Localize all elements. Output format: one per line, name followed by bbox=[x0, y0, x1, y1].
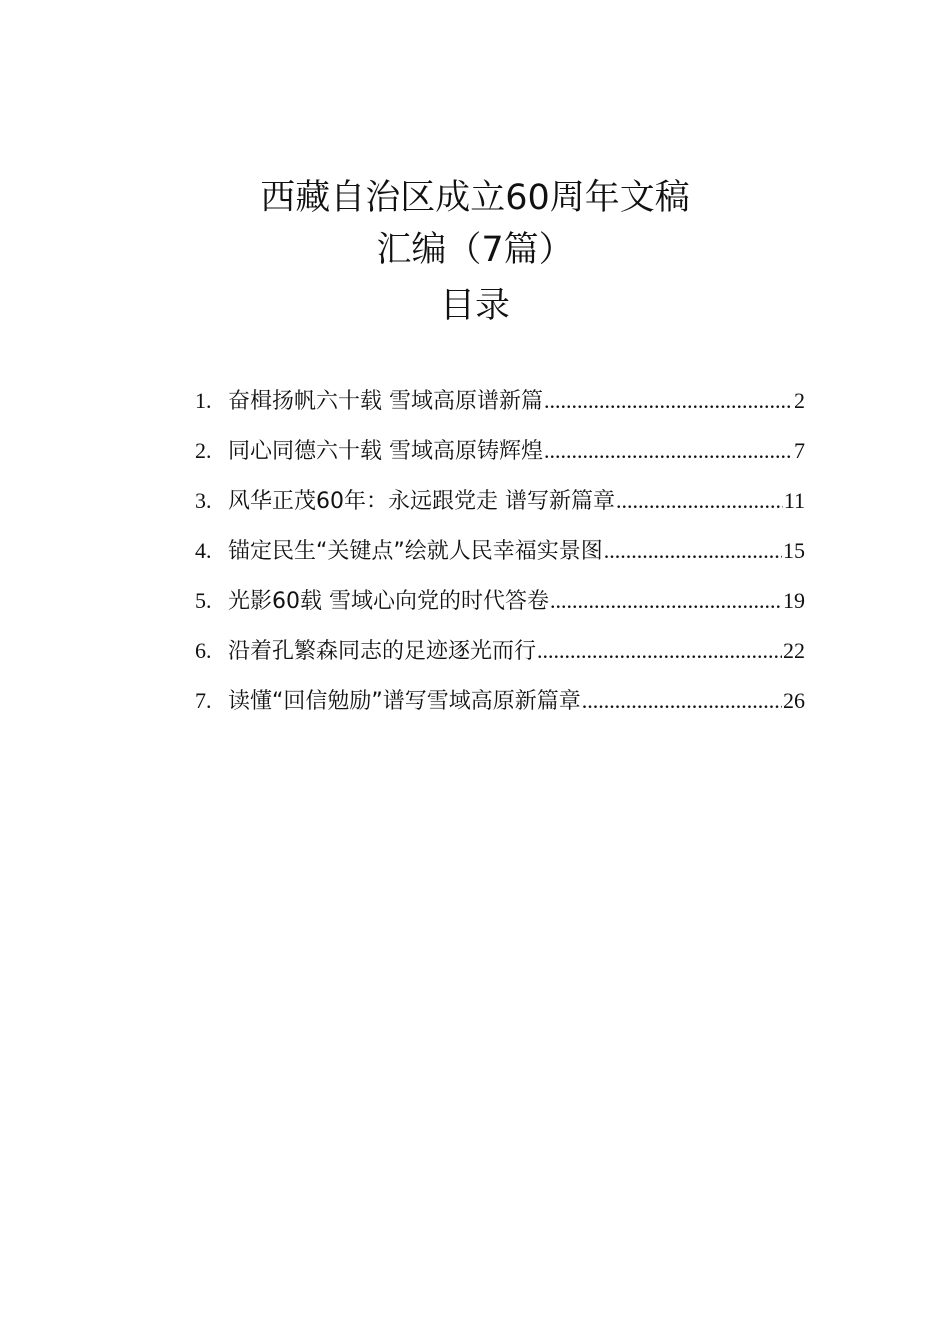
toc-item-number: 1. bbox=[195, 388, 212, 413]
toc-item-6[interactable] bbox=[195, 630, 805, 680]
document-title-line-2: 汇编（7篇） bbox=[376, 230, 574, 270]
toc-leader-dots bbox=[582, 680, 782, 722]
title-block bbox=[0, 172, 950, 332]
toc-item-title: 读懂“回信勉励”谱写雪域高原新篇章 bbox=[228, 689, 581, 714]
toc-item-title: 沿着孔繁森同志的足迹逐光而行 bbox=[228, 639, 537, 664]
toc-leader-dots bbox=[544, 430, 793, 472]
toc-item-page: 2 bbox=[794, 388, 805, 413]
toc-leader-dots bbox=[537, 630, 782, 672]
toc-item-page: 26 bbox=[783, 688, 805, 713]
toc-item-4[interactable] bbox=[195, 530, 805, 580]
toc-leader-dots bbox=[616, 480, 783, 522]
table-of-contents bbox=[195, 380, 805, 730]
toc-leader-dots bbox=[604, 530, 782, 572]
toc-item-page: 19 bbox=[783, 588, 805, 613]
toc-item-title: 奋楫扬帆六十载 雪域高原谱新篇 bbox=[228, 389, 543, 414]
toc-item-page: 22 bbox=[783, 638, 805, 663]
toc-item-2[interactable] bbox=[195, 430, 805, 480]
toc-item-page: 7 bbox=[794, 438, 805, 463]
toc-item-number: 7. bbox=[195, 688, 212, 713]
toc-item-title: 同心同德六十载 雪域高原铸辉煌 bbox=[228, 439, 543, 464]
toc-item-number: 4. bbox=[195, 538, 212, 563]
toc-item-7[interactable] bbox=[195, 680, 805, 730]
toc-item-title: 风华正茂60年：永远跟党走 谱写新篇章 bbox=[228, 489, 615, 514]
toc-item-3[interactable] bbox=[195, 480, 805, 530]
toc-item-page: 11 bbox=[783, 488, 805, 513]
toc-item-5[interactable] bbox=[195, 580, 805, 630]
document-title-line-1: 西藏自治区成立60周年文稿 bbox=[260, 178, 690, 218]
toc-item-page: 15 bbox=[783, 538, 805, 563]
toc-leader-dots bbox=[550, 580, 782, 622]
toc-heading: 目录 bbox=[439, 286, 510, 326]
toc-item-number: 3. bbox=[195, 488, 212, 513]
toc-item-title: 锚定民生“关键点”绘就人民幸福实景图 bbox=[228, 539, 603, 564]
toc-item-title: 光影60载 雪域心向党的时代答卷 bbox=[228, 589, 549, 614]
toc-leader-dots bbox=[544, 380, 793, 422]
toc-item-number: 6. bbox=[195, 638, 212, 663]
toc-item-number: 2. bbox=[195, 438, 212, 463]
toc-item-number: 5. bbox=[195, 588, 212, 613]
toc-item-1[interactable] bbox=[195, 380, 805, 430]
